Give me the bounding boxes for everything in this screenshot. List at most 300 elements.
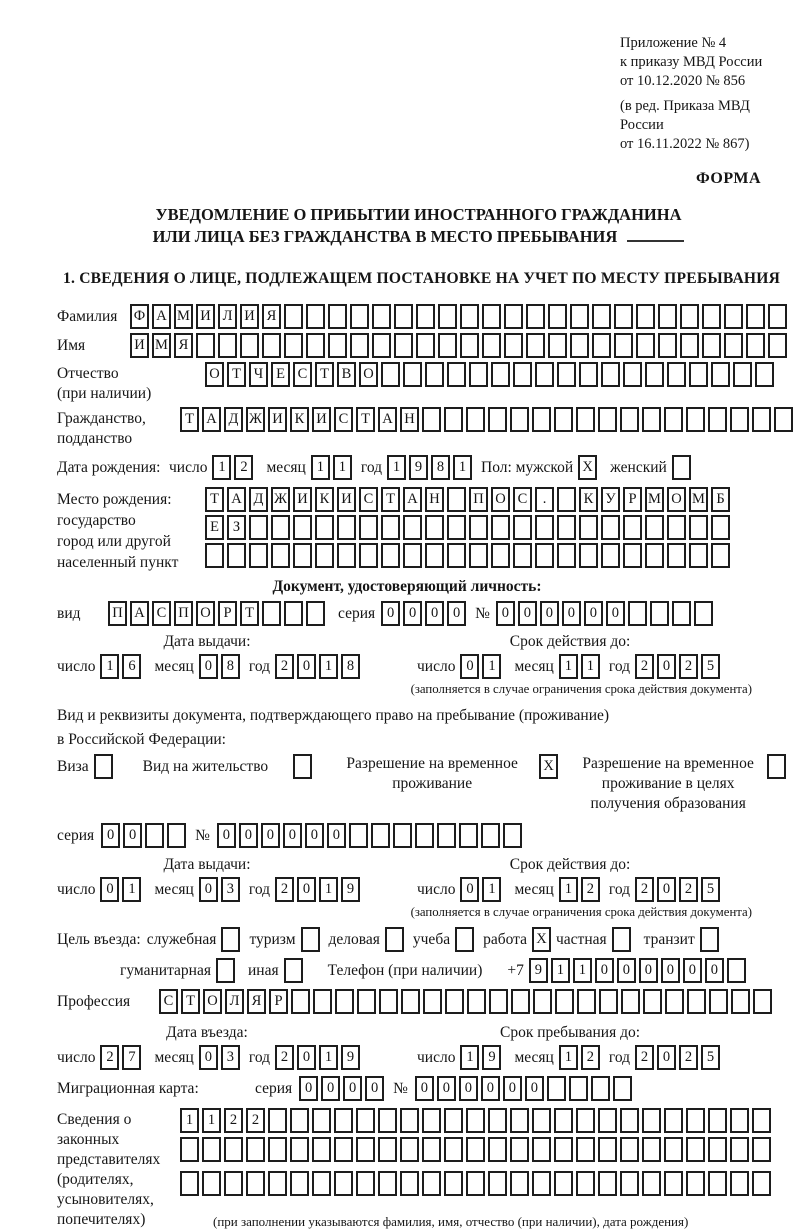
form-cell[interactable] — [423, 989, 442, 1014]
form-cell[interactable]: 2 — [635, 654, 654, 679]
form-cell[interactable] — [469, 515, 488, 540]
form-cell[interactable]: С — [359, 487, 378, 512]
form-cell[interactable]: С — [152, 601, 171, 626]
form-cell[interactable] — [357, 989, 376, 1014]
form-cell[interactable] — [438, 333, 457, 358]
form-cell[interactable]: С — [334, 407, 353, 432]
form-cell[interactable]: П — [469, 487, 488, 512]
form-cell[interactable] — [642, 407, 661, 432]
form-cell[interactable] — [350, 333, 369, 358]
form-cell[interactable] — [306, 304, 325, 329]
form-cell[interactable] — [356, 1137, 375, 1162]
form-cell[interactable]: X — [532, 927, 551, 952]
form-cell[interactable]: 0 — [101, 823, 120, 848]
form-cell[interactable] — [249, 515, 268, 540]
form-cell[interactable] — [359, 543, 378, 568]
form-cell[interactable]: 1 — [482, 654, 501, 679]
form-cell[interactable]: 2 — [679, 877, 698, 902]
form-cell[interactable] — [526, 333, 545, 358]
form-cell[interactable] — [510, 1137, 529, 1162]
form-cell[interactable] — [221, 927, 240, 952]
form-cell[interactable]: И — [337, 487, 356, 512]
form-cell[interactable] — [400, 1171, 419, 1196]
form-cell[interactable] — [576, 1108, 595, 1133]
form-cell[interactable]: Т — [181, 989, 200, 1014]
form-cell[interactable] — [491, 543, 510, 568]
form-cell[interactable] — [145, 823, 164, 848]
form-cell[interactable] — [385, 927, 404, 952]
form-cell[interactable] — [767, 754, 786, 779]
form-cell[interactable]: 1 — [482, 877, 501, 902]
form-cell[interactable]: 2 — [224, 1108, 243, 1133]
form-cell[interactable]: 2 — [275, 877, 294, 902]
form-cell[interactable] — [535, 362, 554, 387]
form-cell[interactable] — [271, 543, 290, 568]
form-cell[interactable] — [284, 601, 303, 626]
form-cell[interactable] — [262, 333, 281, 358]
form-cell[interactable] — [416, 304, 435, 329]
form-cell[interactable]: С — [159, 989, 178, 1014]
form-cell[interactable]: 2 — [275, 1045, 294, 1070]
form-cell[interactable] — [313, 989, 332, 1014]
form-cell[interactable]: 0 — [343, 1076, 362, 1101]
form-cell[interactable]: Я — [247, 989, 266, 1014]
form-cell[interactable] — [570, 333, 589, 358]
form-cell[interactable] — [623, 515, 642, 540]
form-cell[interactable] — [665, 989, 684, 1014]
form-cell[interactable] — [664, 1137, 683, 1162]
form-cell[interactable]: И — [268, 407, 287, 432]
form-cell[interactable] — [455, 927, 474, 952]
form-cell[interactable] — [532, 1108, 551, 1133]
form-cell[interactable] — [268, 1137, 287, 1162]
form-cell[interactable] — [526, 304, 545, 329]
form-cell[interactable] — [94, 754, 113, 779]
form-cell[interactable]: Д — [224, 407, 243, 432]
form-cell[interactable] — [315, 543, 334, 568]
form-cell[interactable] — [686, 1171, 705, 1196]
form-cell[interactable]: 0 — [297, 654, 316, 679]
form-cell[interactable]: 0 — [327, 823, 346, 848]
form-cell[interactable] — [284, 333, 303, 358]
form-cell[interactable]: 0 — [365, 1076, 384, 1101]
form-cell[interactable] — [445, 989, 464, 1014]
form-cell[interactable]: Я — [174, 333, 193, 358]
form-cell[interactable] — [752, 1108, 771, 1133]
form-cell[interactable] — [752, 1137, 771, 1162]
form-cell[interactable]: 2 — [234, 455, 253, 480]
form-cell[interactable] — [752, 1171, 771, 1196]
form-cell[interactable] — [576, 1171, 595, 1196]
form-cell[interactable] — [598, 1108, 617, 1133]
form-cell[interactable] — [489, 989, 508, 1014]
form-cell[interactable] — [401, 989, 420, 1014]
form-cell[interactable] — [381, 362, 400, 387]
form-cell[interactable] — [620, 1171, 639, 1196]
form-cell[interactable] — [620, 1137, 639, 1162]
form-cell[interactable] — [334, 1108, 353, 1133]
form-cell[interactable]: А — [378, 407, 397, 432]
form-cell[interactable]: М — [174, 304, 193, 329]
form-cell[interactable]: П — [174, 601, 193, 626]
form-cell[interactable] — [246, 1137, 265, 1162]
form-cell[interactable]: 5 — [701, 654, 720, 679]
form-cell[interactable]: 1 — [311, 455, 330, 480]
form-cell[interactable] — [224, 1137, 243, 1162]
form-cell[interactable]: Н — [425, 487, 444, 512]
form-cell[interactable]: 0 — [283, 823, 302, 848]
form-cell[interactable]: 0 — [657, 654, 676, 679]
form-cell[interactable]: 1 — [551, 958, 570, 983]
form-cell[interactable] — [513, 515, 532, 540]
form-cell[interactable] — [667, 515, 686, 540]
form-cell[interactable]: 2 — [581, 1045, 600, 1070]
form-cell[interactable]: 2 — [275, 654, 294, 679]
form-cell[interactable]: 1 — [100, 654, 119, 679]
form-cell[interactable] — [680, 304, 699, 329]
form-cell[interactable]: 1 — [581, 654, 600, 679]
form-cell[interactable] — [378, 1171, 397, 1196]
form-cell[interactable] — [645, 515, 664, 540]
form-cell[interactable] — [271, 515, 290, 540]
form-cell[interactable]: Р — [218, 601, 237, 626]
form-cell[interactable] — [620, 1108, 639, 1133]
form-cell[interactable] — [349, 823, 368, 848]
form-cell[interactable] — [557, 487, 576, 512]
form-cell[interactable] — [202, 1137, 221, 1162]
form-cell[interactable] — [381, 543, 400, 568]
form-cell[interactable] — [592, 304, 611, 329]
form-cell[interactable]: 0 — [459, 1076, 478, 1101]
form-cell[interactable] — [224, 1171, 243, 1196]
form-cell[interactable] — [733, 362, 752, 387]
form-cell[interactable] — [672, 601, 691, 626]
form-cell[interactable] — [466, 1108, 485, 1133]
form-cell[interactable]: 5 — [701, 1045, 720, 1070]
form-cell[interactable] — [592, 333, 611, 358]
form-cell[interactable] — [315, 515, 334, 540]
form-cell[interactable] — [623, 543, 642, 568]
form-cell[interactable] — [645, 362, 664, 387]
form-cell[interactable]: Р — [623, 487, 642, 512]
form-cell[interactable] — [547, 1076, 566, 1101]
form-cell[interactable] — [469, 543, 488, 568]
form-cell[interactable] — [394, 304, 413, 329]
form-cell[interactable] — [680, 333, 699, 358]
form-cell[interactable]: 0 — [123, 823, 142, 848]
form-cell[interactable] — [667, 362, 686, 387]
form-cell[interactable] — [466, 1171, 485, 1196]
form-cell[interactable] — [488, 1108, 507, 1133]
form-cell[interactable]: 1 — [212, 455, 231, 480]
form-cell[interactable]: 1 — [559, 1045, 578, 1070]
form-cell[interactable] — [293, 543, 312, 568]
form-cell[interactable] — [466, 407, 485, 432]
form-cell[interactable]: 0 — [661, 958, 680, 983]
form-cell[interactable] — [337, 543, 356, 568]
form-cell[interactable] — [548, 304, 567, 329]
form-cell[interactable]: Е — [271, 362, 290, 387]
form-cell[interactable] — [379, 989, 398, 1014]
form-cell[interactable]: 8 — [341, 654, 360, 679]
form-cell[interactable] — [601, 543, 620, 568]
form-cell[interactable] — [293, 754, 312, 779]
form-cell[interactable]: 0 — [199, 877, 218, 902]
form-cell[interactable] — [460, 304, 479, 329]
form-cell[interactable] — [422, 1171, 441, 1196]
form-cell[interactable] — [642, 1108, 661, 1133]
form-cell[interactable]: 0 — [595, 958, 614, 983]
form-cell[interactable]: И — [196, 304, 215, 329]
form-cell[interactable]: 0 — [503, 1076, 522, 1101]
form-cell[interactable]: 0 — [460, 877, 479, 902]
form-cell[interactable]: Т — [240, 601, 259, 626]
form-cell[interactable] — [746, 333, 765, 358]
form-cell[interactable] — [700, 927, 719, 952]
form-cell[interactable] — [686, 1137, 705, 1162]
form-cell[interactable] — [491, 362, 510, 387]
form-cell[interactable] — [444, 1108, 463, 1133]
form-cell[interactable] — [612, 927, 631, 952]
form-cell[interactable] — [372, 304, 391, 329]
form-cell[interactable]: 7 — [122, 1045, 141, 1070]
form-cell[interactable] — [240, 333, 259, 358]
form-cell[interactable] — [579, 543, 598, 568]
form-cell[interactable]: 2 — [679, 1045, 698, 1070]
form-cell[interactable]: Б — [711, 487, 730, 512]
form-cell[interactable] — [400, 1137, 419, 1162]
form-cell[interactable]: 0 — [239, 823, 258, 848]
form-cell[interactable] — [488, 407, 507, 432]
form-cell[interactable] — [262, 601, 281, 626]
form-cell[interactable] — [290, 1171, 309, 1196]
form-cell[interactable] — [689, 362, 708, 387]
form-cell[interactable]: 1 — [202, 1108, 221, 1133]
form-cell[interactable] — [284, 304, 303, 329]
form-cell[interactable] — [614, 304, 633, 329]
form-cell[interactable] — [686, 1108, 705, 1133]
form-cell[interactable]: 0 — [481, 1076, 500, 1101]
form-cell[interactable] — [658, 333, 677, 358]
form-cell[interactable]: 0 — [299, 1076, 318, 1101]
form-cell[interactable] — [623, 362, 642, 387]
form-cell[interactable] — [576, 407, 595, 432]
form-cell[interactable]: 2 — [581, 877, 600, 902]
form-cell[interactable] — [482, 304, 501, 329]
form-cell[interactable]: 0 — [683, 958, 702, 983]
form-cell[interactable] — [180, 1137, 199, 1162]
form-cell[interactable] — [755, 362, 774, 387]
form-cell[interactable] — [724, 304, 743, 329]
form-cell[interactable]: 9 — [409, 455, 428, 480]
form-cell[interactable] — [667, 543, 686, 568]
form-cell[interactable]: 9 — [341, 877, 360, 902]
form-cell[interactable] — [422, 1108, 441, 1133]
form-cell[interactable]: З — [227, 515, 246, 540]
form-cell[interactable]: 0 — [261, 823, 280, 848]
form-cell[interactable] — [557, 362, 576, 387]
form-cell[interactable] — [469, 362, 488, 387]
form-cell[interactable]: Т — [381, 487, 400, 512]
form-cell[interactable] — [642, 1137, 661, 1162]
form-cell[interactable] — [511, 989, 530, 1014]
form-cell[interactable]: 0 — [217, 823, 236, 848]
form-cell[interactable]: 2 — [635, 1045, 654, 1070]
form-cell[interactable]: В — [337, 362, 356, 387]
form-cell[interactable] — [711, 543, 730, 568]
form-cell[interactable] — [727, 958, 746, 983]
form-cell[interactable]: 9 — [482, 1045, 501, 1070]
form-cell[interactable]: 0 — [447, 601, 466, 626]
form-cell[interactable] — [557, 543, 576, 568]
form-cell[interactable] — [569, 1076, 588, 1101]
form-cell[interactable] — [488, 1137, 507, 1162]
form-cell[interactable]: X — [578, 455, 597, 480]
form-cell[interactable]: О — [205, 362, 224, 387]
form-cell[interactable] — [642, 1171, 661, 1196]
form-cell[interactable] — [687, 989, 706, 1014]
form-cell[interactable] — [504, 333, 523, 358]
form-cell[interactable] — [510, 1171, 529, 1196]
form-cell[interactable] — [481, 823, 500, 848]
form-cell[interactable] — [268, 1171, 287, 1196]
form-cell[interactable] — [268, 1108, 287, 1133]
form-cell[interactable] — [730, 407, 749, 432]
form-cell[interactable]: 1 — [333, 455, 352, 480]
form-cell[interactable]: 0 — [540, 601, 559, 626]
form-cell[interactable]: И — [130, 333, 149, 358]
form-cell[interactable] — [577, 989, 596, 1014]
form-cell[interactable] — [533, 989, 552, 1014]
form-cell[interactable] — [510, 1108, 529, 1133]
form-cell[interactable]: Т — [356, 407, 375, 432]
form-cell[interactable] — [513, 362, 532, 387]
form-cell[interactable]: Л — [225, 989, 244, 1014]
form-cell[interactable] — [614, 333, 633, 358]
form-cell[interactable]: 1 — [319, 1045, 338, 1070]
form-cell[interactable] — [403, 515, 422, 540]
form-cell[interactable]: Д — [249, 487, 268, 512]
form-cell[interactable] — [554, 1108, 573, 1133]
form-cell[interactable]: 1 — [180, 1108, 199, 1133]
form-cell[interactable]: И — [240, 304, 259, 329]
form-cell[interactable] — [334, 1137, 353, 1162]
form-cell[interactable]: С — [293, 362, 312, 387]
form-cell[interactable] — [532, 1137, 551, 1162]
form-cell[interactable]: 0 — [297, 1045, 316, 1070]
form-cell[interactable] — [731, 989, 750, 1014]
form-cell[interactable] — [664, 1108, 683, 1133]
form-cell[interactable] — [752, 407, 771, 432]
form-cell[interactable]: 0 — [584, 601, 603, 626]
form-cell[interactable]: 0 — [199, 654, 218, 679]
form-cell[interactable]: О — [359, 362, 378, 387]
form-cell[interactable] — [312, 1137, 331, 1162]
form-cell[interactable] — [730, 1171, 749, 1196]
form-cell[interactable]: 1 — [559, 654, 578, 679]
form-cell[interactable] — [621, 989, 640, 1014]
form-cell[interactable] — [554, 407, 573, 432]
form-cell[interactable]: К — [290, 407, 309, 432]
form-cell[interactable]: А — [130, 601, 149, 626]
form-cell[interactable]: Т — [315, 362, 334, 387]
form-cell[interactable] — [284, 958, 303, 983]
form-cell[interactable]: 6 — [122, 654, 141, 679]
form-cell[interactable] — [491, 515, 510, 540]
form-cell[interactable] — [444, 1171, 463, 1196]
form-cell[interactable]: 2 — [679, 654, 698, 679]
form-cell[interactable] — [664, 1171, 683, 1196]
form-cell[interactable]: 0 — [705, 958, 724, 983]
form-cell[interactable] — [447, 515, 466, 540]
form-cell[interactable] — [356, 1108, 375, 1133]
form-cell[interactable]: Т — [227, 362, 246, 387]
form-cell[interactable] — [730, 1108, 749, 1133]
form-cell[interactable] — [249, 543, 268, 568]
form-cell[interactable]: 0 — [437, 1076, 456, 1101]
form-cell[interactable] — [371, 823, 390, 848]
form-cell[interactable]: 2 — [246, 1108, 265, 1133]
form-cell[interactable] — [576, 1137, 595, 1162]
form-cell[interactable] — [532, 407, 551, 432]
form-cell[interactable] — [601, 362, 620, 387]
form-cell[interactable] — [557, 515, 576, 540]
form-cell[interactable] — [328, 333, 347, 358]
form-cell[interactable]: 0 — [460, 654, 479, 679]
form-cell[interactable]: 0 — [381, 601, 400, 626]
form-cell[interactable]: О — [491, 487, 510, 512]
form-cell[interactable] — [774, 407, 793, 432]
form-cell[interactable] — [167, 823, 186, 848]
form-cell[interactable] — [579, 362, 598, 387]
form-cell[interactable] — [554, 1171, 573, 1196]
form-cell[interactable]: А — [152, 304, 171, 329]
form-cell[interactable]: М — [645, 487, 664, 512]
form-cell[interactable]: 0 — [496, 601, 515, 626]
form-cell[interactable]: 0 — [657, 877, 676, 902]
form-cell[interactable] — [708, 1171, 727, 1196]
form-cell[interactable] — [636, 304, 655, 329]
form-cell[interactable]: У — [601, 487, 620, 512]
form-cell[interactable]: 9 — [341, 1045, 360, 1070]
form-cell[interactable] — [301, 927, 320, 952]
form-cell[interactable] — [513, 543, 532, 568]
form-cell[interactable] — [555, 989, 574, 1014]
form-cell[interactable] — [768, 333, 787, 358]
form-cell[interactable] — [425, 362, 444, 387]
form-cell[interactable] — [548, 333, 567, 358]
form-cell[interactable] — [643, 989, 662, 1014]
form-cell[interactable]: 0 — [606, 601, 625, 626]
form-cell[interactable] — [306, 601, 325, 626]
form-cell[interactable] — [724, 333, 743, 358]
form-cell[interactable] — [290, 1108, 309, 1133]
form-cell[interactable] — [598, 1137, 617, 1162]
form-cell[interactable] — [400, 1108, 419, 1133]
form-cell[interactable] — [312, 1108, 331, 1133]
form-cell[interactable]: М — [689, 487, 708, 512]
form-cell[interactable] — [447, 362, 466, 387]
form-cell[interactable] — [403, 362, 422, 387]
form-cell[interactable]: 0 — [297, 877, 316, 902]
form-cell[interactable] — [613, 1076, 632, 1101]
form-cell[interactable]: X — [539, 754, 558, 779]
form-cell[interactable] — [702, 304, 721, 329]
form-cell[interactable]: О — [196, 601, 215, 626]
form-cell[interactable] — [628, 601, 647, 626]
form-cell[interactable] — [372, 333, 391, 358]
form-cell[interactable]: 8 — [221, 654, 240, 679]
